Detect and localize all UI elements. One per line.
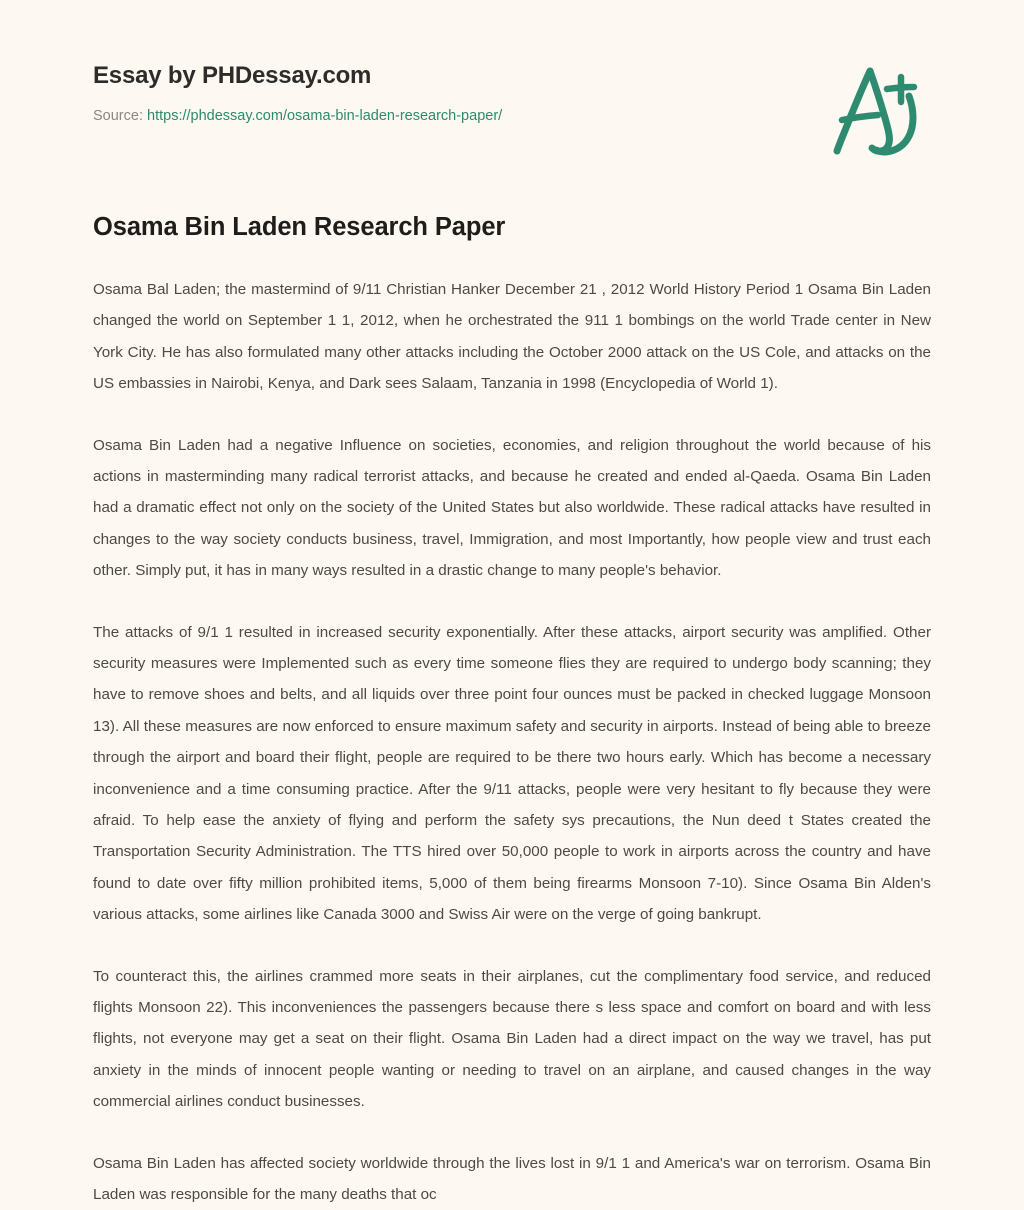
source-label: Source: [93,107,143,124]
brand-title: Essay by PHDessay.com [93,62,372,89]
article [93,212,931,1210]
article-body [93,274,931,1210]
paragraph: Osama Bin Laden has affected society worldwide through the lives lost in 9/1 1 and America's war on terrorism. Osama Bin Laden was responsible for the many deaths that oc [93,1154,931,1204]
paragraph: Osama Bal Laden; the mastermind of 9/11 Christian Hanker December 21 , 2012 World History Period 1 Osama Bin Laden changed the world on September 1 1, 2012, when he orchestrated the 911 1 bombings on the world Trade center in New York City. He has also formulated many other attacks including the October 2000 attack on the US Cole, and attacks on the US embassies in Nairobi, Kenya, and Dark sees Salaam, Tanzania in 1998 (Encyclopedia of World 1). [93,280,931,393]
paragraph: To counteract this, the airlines crammed more seats in their airplanes, cut the complimentary food service, and reduced flights Monsoon 22). This inconveniences the passengers because there s less space and comfort on board and with less flights, not everyone may get a seat on their flight. Osama Bin Laden had a direct impact on the way we travel, has put anxiety in the minds of innocent people wanting or needing to travel on an airplane, and caused changes in the way commercial airlines conduct businesses. [93,967,931,1111]
aplus-logo-icon [812,52,932,172]
source-url-link[interactable]: https://phdessay.com/osama-bin-laden-research-paper/ [147,107,503,124]
page-title: Osama Bin Laden Research Paper [93,213,506,241]
paragraph: Osama Bin Laden had a negative Influence on societies, economies, and religion throughout the world because of his actions in masterminding many radical terrorist attacks, and because he created and ended al-Qaeda. Osama Bin Laden had a dramatic effect not only on the society of the United States but also worldwide. These radical attacks have resulted in changes to the way society conducts business, travel, Immigration, and most Importantly, how people view and trust each other. Simply put, it has in many ways resulted in a drastic change to many people's behavior. [93,436,931,580]
source-line [93,107,933,126]
page-header [93,62,933,126]
paragraph: The attacks of 9/1 1 resulted in increased security exponentially. After these attacks, airport security was amplified. Other security measures were Implemented such as every time someone flies they are required to undergo body scanning; they have to remove shoes and belts, and all liquids over three point four ounces must be packed in checked luggage Monsoon 13). All these measures are now enforced to ensure maximum safety and security in airports. Instead of being able to breeze through the airport and board their flight, people are required to be there two hours early. Which has become a necessary inconvenience and a time consuming practice. After the 9/11 attacks, people were very hesitant to fly because they were afraid. To help ease the anxiety of flying and perform the safety sys precautions, the Nun deed t States created the Transportation Security Administration. The TTS hired over 50,000 people to work in airports across the country and have found to date over fifty million prohibited items, 5,000 of them being firearms Monsoon 7-10). Since Osama Bin Alden's various attacks, some airlines like Canada 3000 and Swiss Air were on the verge of going bankrupt. [93,623,931,924]
aplus-logo [812,52,932,172]
